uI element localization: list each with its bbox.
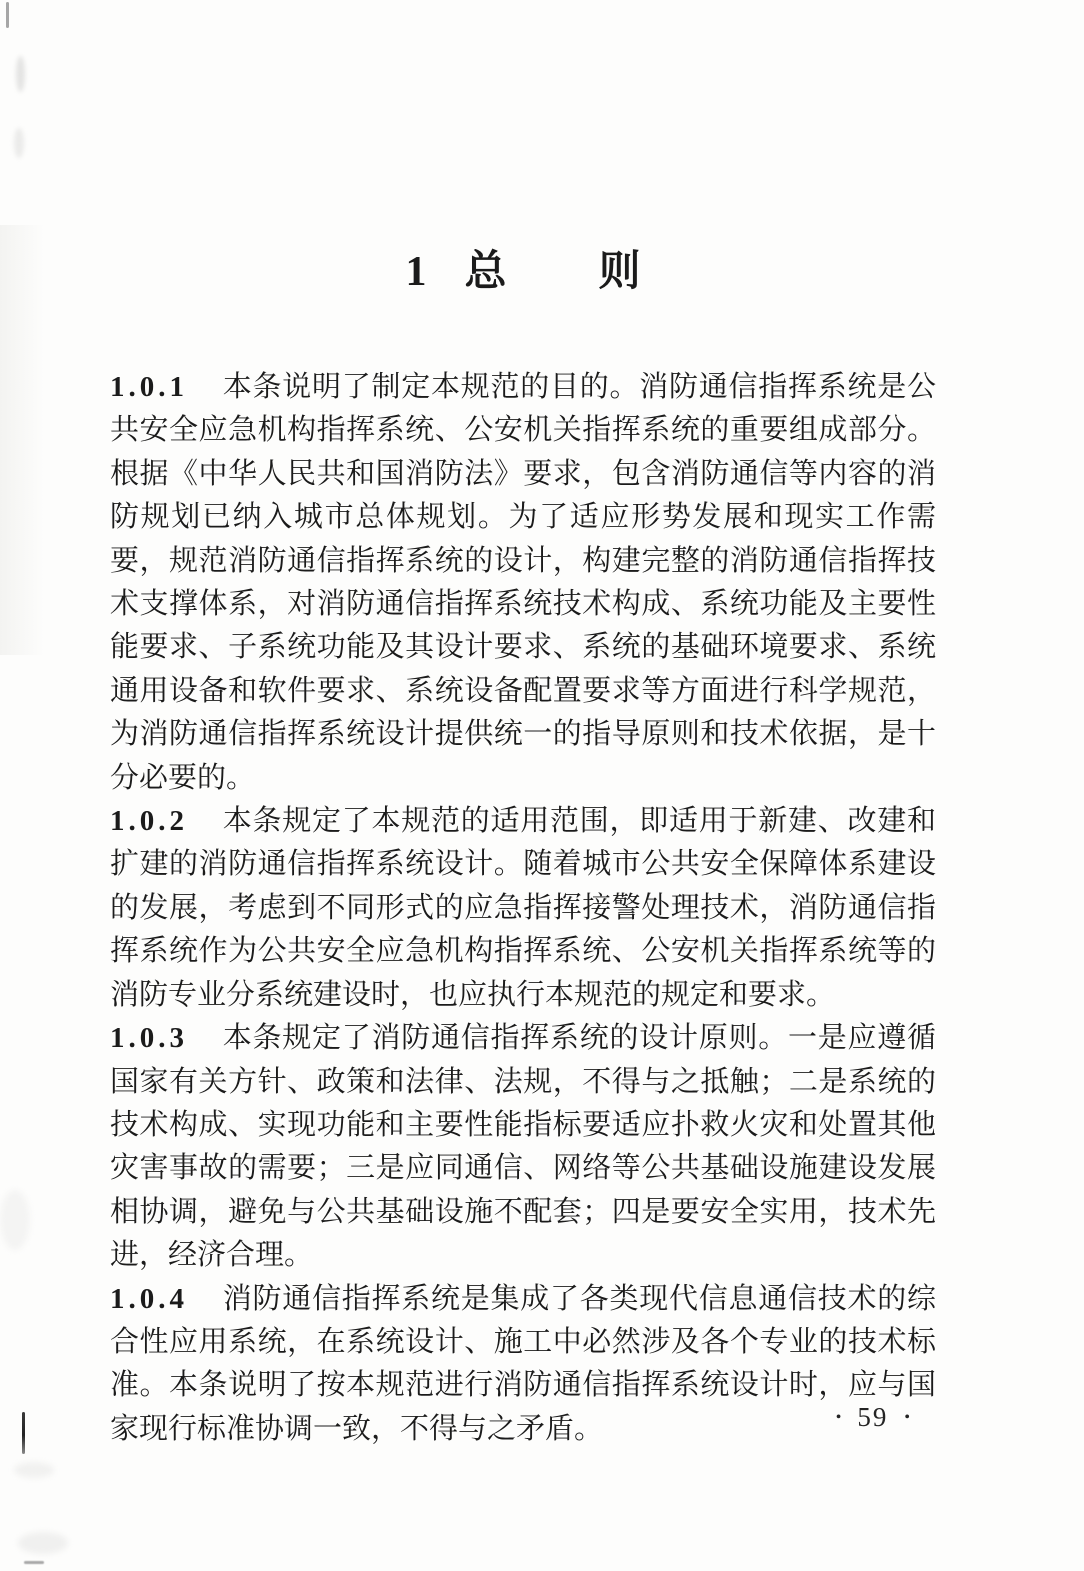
clause-1-0-2 — [110, 800, 936, 1017]
scan-artifact-smudge — [18, 1532, 68, 1554]
clause-text: 本条规定了本规范的适用范围，即适用于新建、改建和扩建的消防通信指挥系统设计。随着城市公共安全保障体系建设的发展，考虑到不同形式的应急指挥接警处理技术，消防通信指挥系统作为公共安全应急机构指挥系统、公安机关指挥系统等的消防专业分系统建设时，也应执行本规范的规定和要求。 — [110, 805, 936, 1011]
scan-artifact-smudge — [0, 1190, 30, 1250]
clause-text: 消防通信指挥系统是集成了各类现代信息通信技术的综合性应用系统，在系统设计、施工中必然涉及各个专业的技术标准。本条说明了按本规范进行消防通信指挥系统设计时，应与国家现行标准协调一致，不得与之矛盾。 — [110, 1282, 936, 1445]
clause-1-0-3 — [110, 1017, 936, 1277]
clause-1-0-1 — [110, 366, 936, 800]
clause-number: 1.0.2 — [110, 805, 188, 838]
clause-number: 1.0.3 — [110, 1022, 188, 1055]
scan-artifact-edge-band — [0, 225, 44, 655]
scan-artifact-top-line — [6, 2, 9, 28]
clause-number: 1.0.1 — [110, 371, 188, 403]
chapter-title — [110, 238, 936, 298]
scan-artifact-top-blob — [16, 56, 25, 92]
clause-list — [110, 366, 936, 1451]
page-number-right-dot: • — [904, 1409, 910, 1426]
chapter-title-char-first: 总 — [464, 249, 507, 295]
clause-number: 1.0.4 — [110, 1282, 188, 1315]
clause-text: 本条说明了制定本规范的目的。消防通信指挥系统是公共安全应急机构指挥系统、公安机关指挥系统的重要组成部分。根据《中华人民共和国消防法》要求，包含消防通信等内容的消防规划已纳入城市总体规划。为了适应形势发展和现实工作需要，规范消防通信指挥系统的设计，构建完整的消防通信指挥技术支撑体系，对消防通信指挥系统技术构成、系统功能及主要性能要求、子系统功能及其设计要求、系统的基础环境要求、系统通用设备和软件要求、系统设备配置要求等方面进行科学规范，为消防通信指挥系统设计提供统一的指导原则和技术依据，是十分必要的。 — [110, 371, 936, 794]
page-number-value: 59 — [857, 1402, 889, 1432]
scan-artifact-smudge — [14, 1462, 54, 1478]
page-number-left-dot: • — [835, 1409, 842, 1426]
chapter-title-char-second: 则 — [598, 249, 641, 295]
scan-artifact-top-blob — [14, 128, 24, 158]
chapter-number: 1 — [405, 249, 427, 295]
clause-text: 本条规定了消防通信指挥系统的设计原则。一是应遵循国家有关方针、政策和法律、法规，不得与之抵触；二是系统的技术构成、实现功能和主要性能指标要适应扑救火灾和处置其他灾害事故的需要；三是应同通信、网络等公共基础设施建设发展相协调，避免与公共基础设施不配套；四是要安全实用，技术先进，经济合理。 — [110, 1022, 936, 1272]
page-number — [110, 1402, 910, 1433]
scan-artifact-stroke — [22, 1412, 25, 1454]
scan-artifact-dash — [24, 1561, 44, 1564]
